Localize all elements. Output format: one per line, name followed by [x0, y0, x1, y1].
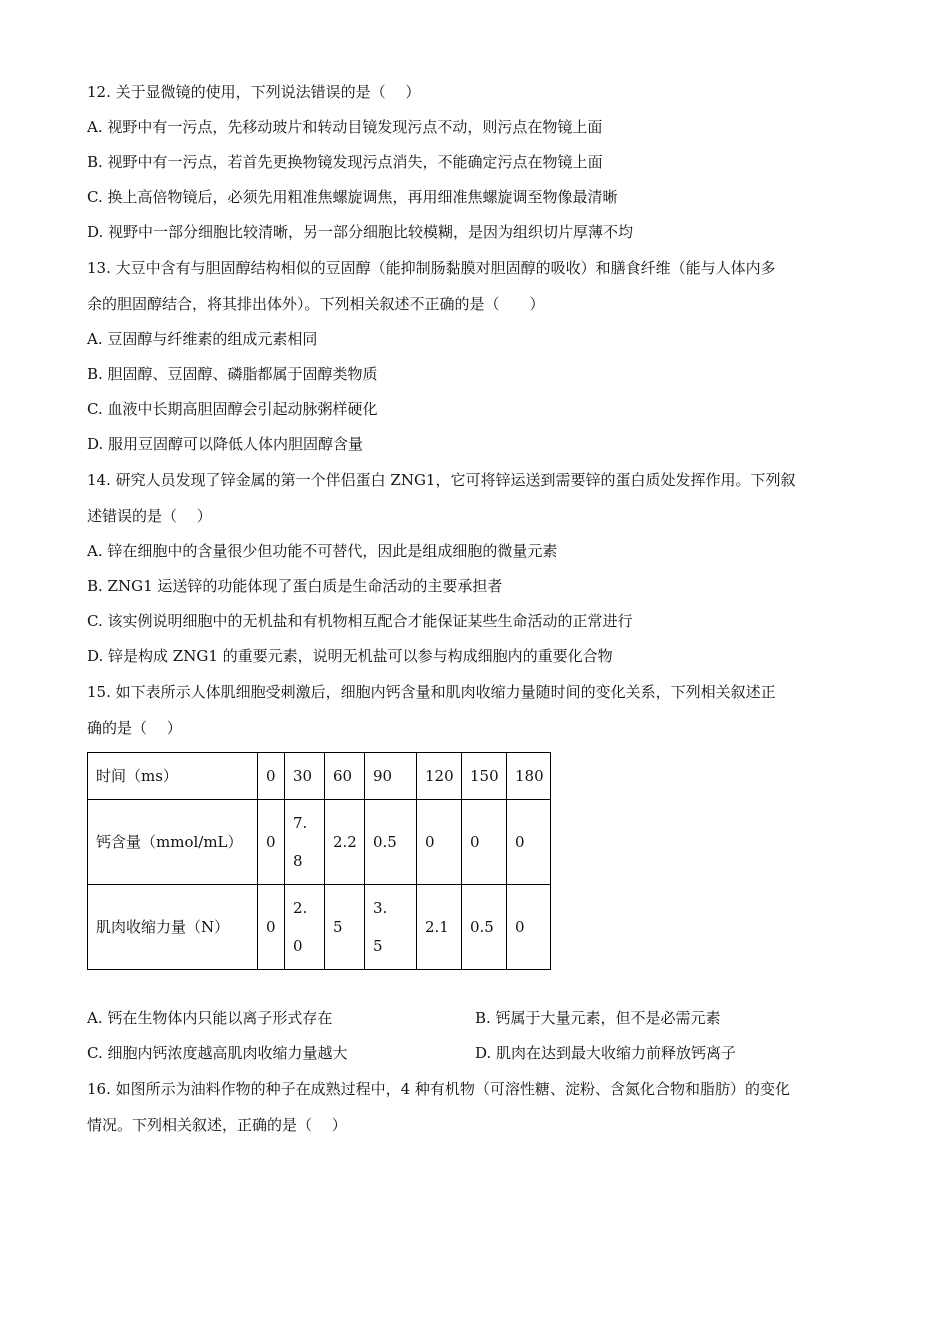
table-header-cell: 60: [325, 753, 365, 800]
table-header-cell: 30: [285, 753, 325, 800]
table-cell: 0: [258, 885, 285, 970]
q13-stem-line1: 13. 大豆中含有与胆固醇结构相似的豆固醇（能抑制肠黏膜对胆固醇的吸收）和膳食纤维（能与人体内多: [87, 259, 776, 277]
q13-stem-line2: 余的胆固醇结合，将其排出体外）。下列相关叙述不正确的是（ ）: [87, 295, 545, 313]
q13-option-b: B. 胆固醇、豆固醇、磷脂都属于固醇类物质: [87, 365, 378, 383]
table-cell: 7. 8: [285, 800, 325, 885]
table-cell: 钙含量（mmol/mL）: [88, 800, 258, 885]
q15-option-c: C. 细胞内钙浓度越高肌肉收缩力量越大: [87, 1044, 348, 1062]
table-cell: 0: [507, 885, 551, 970]
q14-stem-line2: 述错误的是（ ）: [87, 507, 212, 525]
table-header-cell: 0: [258, 753, 285, 800]
table-row-calcium: [88, 800, 551, 885]
table-cell: 5: [325, 885, 365, 970]
q12-option-c: C. 换上高倍物镜后，必须先用粗准焦螺旋调焦，再用细准焦螺旋调至物像最清晰: [87, 188, 618, 206]
table-cell: 0.5: [462, 885, 507, 970]
table-cell: 0: [507, 800, 551, 885]
q15-stem-line1: 15. 如下表所示人体肌细胞受刺激后，细胞内钙含量和肌肉收缩力量随时间的变化关系，下列相关叙述正: [87, 683, 776, 701]
q15-option-a: A. 钙在生物体内只能以离子形式存在: [87, 1009, 333, 1027]
q12-option-d: D. 视野中一部分细胞比较清晰，另一部分细胞比较模糊，是因为组织切片厚薄不均: [87, 223, 634, 241]
table-header-cell: 90: [365, 753, 417, 800]
table-header-cell: 180: [507, 753, 551, 800]
table-cell: 2. 0: [285, 885, 325, 970]
q12-option-a: A. 视野中有一污点，先移动玻片和转动目镜发现污点不动，则污点在物镜上面: [87, 118, 603, 136]
q15-stem-line2: 确的是（ ）: [87, 719, 182, 737]
table-header-cell: 150: [462, 753, 507, 800]
table-header-cell: 120: [417, 753, 462, 800]
table-cell: 肌肉收缩力量（N）: [88, 885, 258, 970]
table-header-row: [88, 753, 551, 800]
table-cell: 0.5: [365, 800, 417, 885]
q15-option-b: B. 钙属于大量元素，但不是必需元素: [475, 1009, 721, 1027]
q13-option-c: C. 血液中长期高胆固醇会引起动脉粥样硬化: [87, 400, 378, 418]
q15-data-table: [87, 752, 551, 970]
table-cell: 2.2: [325, 800, 365, 885]
table-cell: 0: [417, 800, 462, 885]
q14-option-d: D. 锌是构成 ZNG1 的重要元素，说明无机盐可以参与构成细胞内的重要化合物: [87, 647, 613, 665]
q15-option-d: D. 肌肉在达到最大收缩力前释放钙离子: [475, 1044, 737, 1062]
q12-option-b: B. 视野中有一污点，若首先更换物镜发现污点消失，不能确定污点在物镜上面: [87, 153, 603, 171]
q14-option-c: C. 该实例说明细胞中的无机盐和有机物相互配合才能保证某些生命活动的正常进行: [87, 612, 633, 630]
table-cell: 0: [258, 800, 285, 885]
q13-option-a: A. 豆固醇与纤维素的组成元素相同: [87, 330, 318, 348]
table-cell: 2.1: [417, 885, 462, 970]
q12-stem: 12. 关于显微镜的使用，下列说法错误的是（ ）: [87, 83, 421, 101]
q16-stem-line1: 16. 如图所示为油料作物的种子在成熟过程中，4 种有机物（可溶性糖、淀粉、含氮化合物和脂肪）的变化: [87, 1080, 790, 1098]
q14-option-b: B. ZNG1 运送锌的功能体现了蛋白质是生命活动的主要承担者: [87, 577, 503, 595]
table-row-muscle-force: [88, 885, 551, 970]
table-header-cell: 时间（ms）: [88, 753, 258, 800]
q14-option-a: A. 锌在细胞中的含量很少但功能不可替代，因此是组成细胞的微量元素: [87, 542, 558, 560]
q14-stem-line1: 14. 研究人员发现了锌金属的第一个伴侣蛋白 ZNG1，它可将锌运送到需要锌的蛋白质处发挥作用。下列叙: [87, 471, 796, 489]
q16-stem-line2: 情况。下列相关叙述，正确的是（ ）: [87, 1116, 347, 1134]
table-cell: 0: [462, 800, 507, 885]
q13-option-d: D. 服用豆固醇可以降低人体内胆固醇含量: [87, 435, 364, 453]
table-cell: 3. 5: [365, 885, 417, 970]
